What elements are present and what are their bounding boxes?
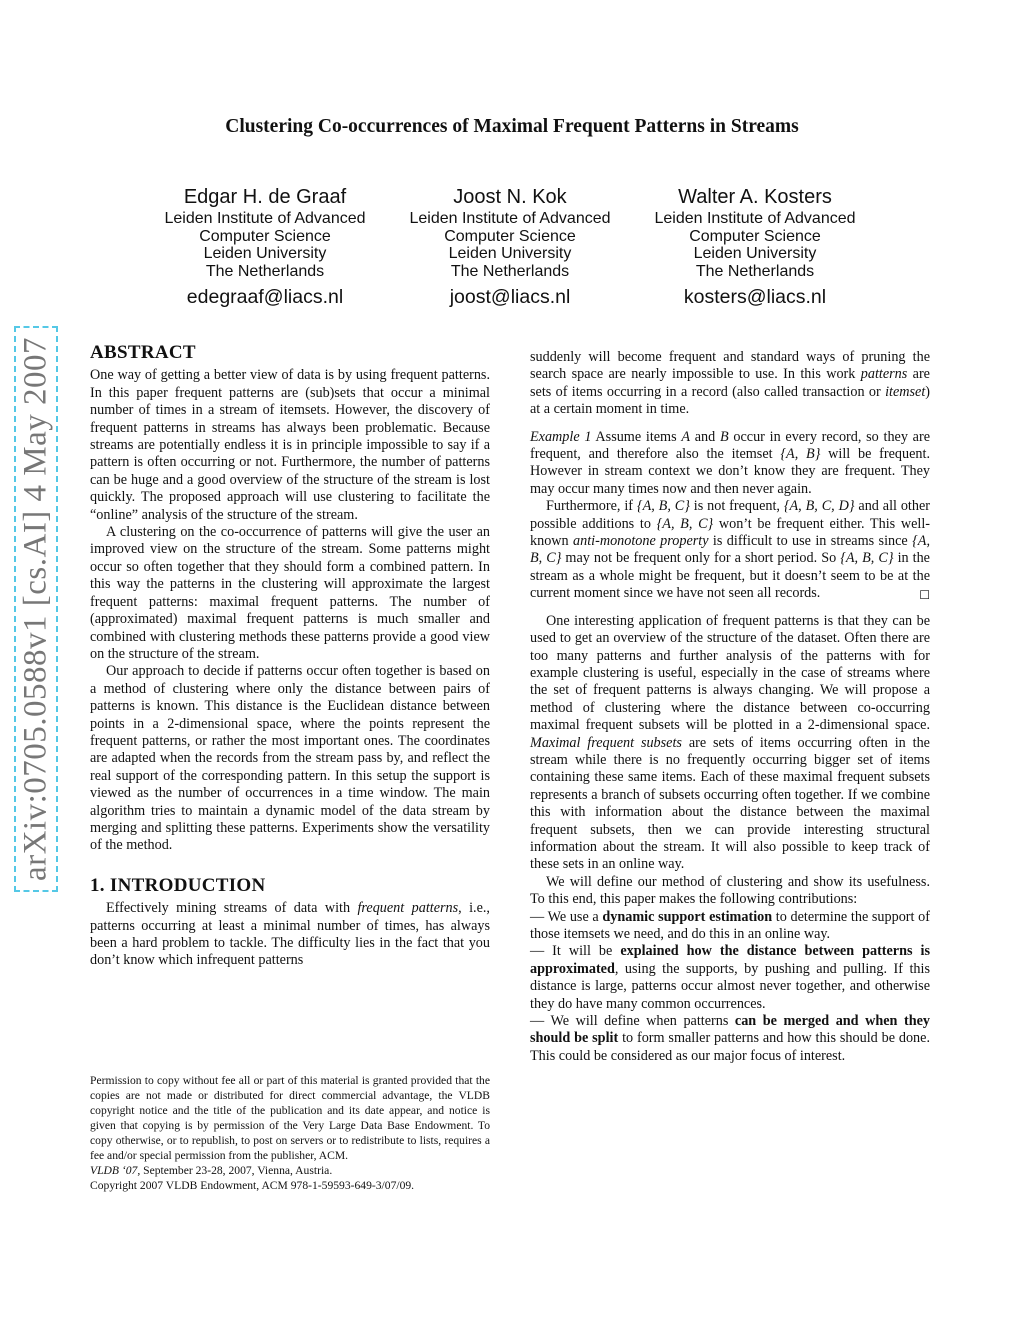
contribution-item: — It will be explained how the distance between patterns is approximated, using the supports, by pushing and pulling. If this distance is large, patterns occur almost never together, and otherwise they do have many common occurrences. bbox=[530, 943, 930, 1012]
body-paragraph: suddenly will become frequent and standard ways of pruning the search space are nearly impossible to use. In this work patterns are sets of items occurring in a record (also called transaction or itemset) at a certain moment in time. bbox=[530, 349, 930, 418]
author-affiliation: Leiden University bbox=[203, 245, 327, 263]
permission-text: Permission to copy without fee all or part of this material is granted provided that the copies are not made or distributed for direct commercial advantage, the VLDB copyright notice and the title of the publication and its date appear, and notice is given that copying is by permission of the Very Large Data Base Endowment. To copy otherwise, or to republish, to post on servers or to redistribute to lists, requires a fee and/or special permission from the publisher, ACM. bbox=[90, 1074, 490, 1162]
contribution-item: — We will define when patterns can be merged and when they should be split to form smaller patterns and how this should be done. This could be considered as our major focus of interest. bbox=[530, 1013, 930, 1064]
example-paragraph: Example 1 Assume items A and B occur in every record, so they are frequent, and therefore also the itemset {A, B} will be frequent. However in stream context we don’t know they are frequent. They may occur many times now and then never again. bbox=[530, 428, 930, 497]
arxiv-identifier: arXiv:0705.0588v1 [cs.AI] 4 May 2007 bbox=[17, 336, 54, 882]
author-block-1 bbox=[140, 184, 390, 310]
example-paragraph: Furthermore, if {A, B, C} is not frequent, {A, B, C, D} and all other possible additions to {A, B, C} won’t be frequent either. This well-known anti-monotone property is difficult to use in streams since {A, B, C} may not be frequent only for a short period. So {A, B, C} in the stream as a whole might be frequent, but it doesn’t seem to be at the current moment since we have not seen all records. ☐ bbox=[530, 498, 930, 602]
author-affiliation: The Netherlands bbox=[205, 262, 325, 280]
author-affiliation: Leiden University bbox=[693, 245, 817, 263]
author-email: kosters@liacs.nl bbox=[683, 286, 827, 309]
author-affiliation: Leiden Institute of Advanced bbox=[409, 210, 611, 227]
contribution-item: — We use a dynamic support estimation to determine the support of those itemsets we need, and do this in an online way. bbox=[530, 908, 930, 942]
author-affiliation: Computer Science bbox=[444, 227, 576, 245]
abstract-paragraph: Our approach to decide if patterns occur often together is based on a method of clustering where only the distance between pairs of patterns is known. This distance is the Euclidean distance between points in a 2-dimensional space, where the points represent the frequent patterns, or rather the most important ones. The coordinates are adapted when the records from the stream pass by, and reflect the real support of the corresponding pattern. In this setup the support is viewed as the number of occurrences in a time window. The main algorithm tries to maintain a dynamic model of the data stream by merging and splitting these patterns. Experiments show the versatility of the method. bbox=[90, 663, 490, 854]
section-heading-introduction: 1. INTRODUCTION bbox=[90, 874, 266, 896]
author-name: Walter A. Kosters bbox=[678, 186, 832, 208]
author-email: edegraaf@liacs.nl bbox=[186, 286, 344, 309]
right-column bbox=[530, 349, 930, 1065]
body-paragraph: We will define our method of clustering and show its usefulness. To this end, this paper makes the following contributions: bbox=[530, 873, 930, 908]
abstract-heading: ABSTRACT bbox=[90, 342, 196, 363]
paper-title: Clustering Co-occurrences of Maximal Frequent Patterns in Streams bbox=[225, 116, 799, 137]
author-email: joost@liacs.nl bbox=[449, 286, 571, 309]
author-affiliation: Computer Science bbox=[689, 227, 821, 245]
author-affiliation: Leiden Institute of Advanced bbox=[164, 210, 366, 227]
author-name: Joost N. Kok bbox=[453, 186, 567, 208]
author-affiliation: Computer Science bbox=[199, 227, 331, 245]
author-affiliation: Leiden University bbox=[448, 245, 572, 263]
copyright-line: Copyright 2007 VLDB Endowment, ACM 978-1-59593-649-3/07/09. bbox=[90, 1179, 415, 1192]
arxiv-stamp bbox=[14, 326, 58, 892]
author-affiliation: The Netherlands bbox=[450, 262, 570, 280]
author-name: Edgar H. de Graaf bbox=[183, 186, 347, 208]
abstract-paragraph: One way of getting a better view of data is by using frequent patterns. In this paper frequent patterns are (sub)sets that occur a minimal number of times in a stream of itemsets. However, the discovery of frequent patterns in streams has always been problematic. Because streams are potentially endless it is in principle impossible to say if a pattern is often occurring or not. Furthermore, the number of patterns can be huge and a good overview of the structure of the stream is lost quickly. The proposed approach will use clustering to facilitate the “online” analysis of the structure of the stream. bbox=[90, 367, 490, 523]
venue-line: VLDB ‘07, September 23-28, 2007, Vienna, Austria. bbox=[90, 1164, 333, 1177]
intro-paragraph: Effectively mining streams of data with frequent patterns, i.e., patterns occurring at least a minimal number of times, has always been a hard problem to tackle. The difficulty lies in the fact that you don’t know which infrequent patterns bbox=[90, 900, 490, 969]
qed-icon: ☐ bbox=[919, 588, 930, 603]
author-affiliation: Leiden Institute of Advanced bbox=[654, 210, 856, 227]
permission-footnote bbox=[90, 1073, 490, 1193]
author-block-3 bbox=[630, 184, 880, 310]
left-column bbox=[90, 344, 490, 970]
author-block-2 bbox=[385, 184, 635, 310]
body-paragraph: One interesting application of frequent patterns is that they can be used to get an overview of the structure of the dataset. Often there are too many patterns and further analysis of the patterns with for example clustering is useful, especially in the case of streams where the set of frequent patterns is always changing. We will propose a method of clustering where the distance between co-occurring maximal frequent subsets will be plotted in a 2-dimensional space. Maximal frequent subsets are sets of items occurring often in the stream while there is no frequently occurring bigger set of items containing these same items. Each of these maximal frequent subsets represents a branch of subsets occurring often together. If we combine this with information about the distance between the maximal frequent subsets, then we can provide interesting structural information about the stream. It will also possible to keep track of these sets in an online way. bbox=[530, 612, 930, 873]
abstract-paragraph: A clustering on the co-occurrence of patterns will give the user an improved view on the structure of the stream. Some patterns might occur so often together that they should form a combined pattern. In this way the patterns in the clustering will approximate the largest frequent patterns: maximal frequent patterns. The number of (approximated) maximal frequent patterns is much smaller and combined with clustering methods these patterns provide a good view on the structure of the stream. bbox=[90, 524, 490, 662]
author-affiliation: The Netherlands bbox=[695, 262, 815, 280]
